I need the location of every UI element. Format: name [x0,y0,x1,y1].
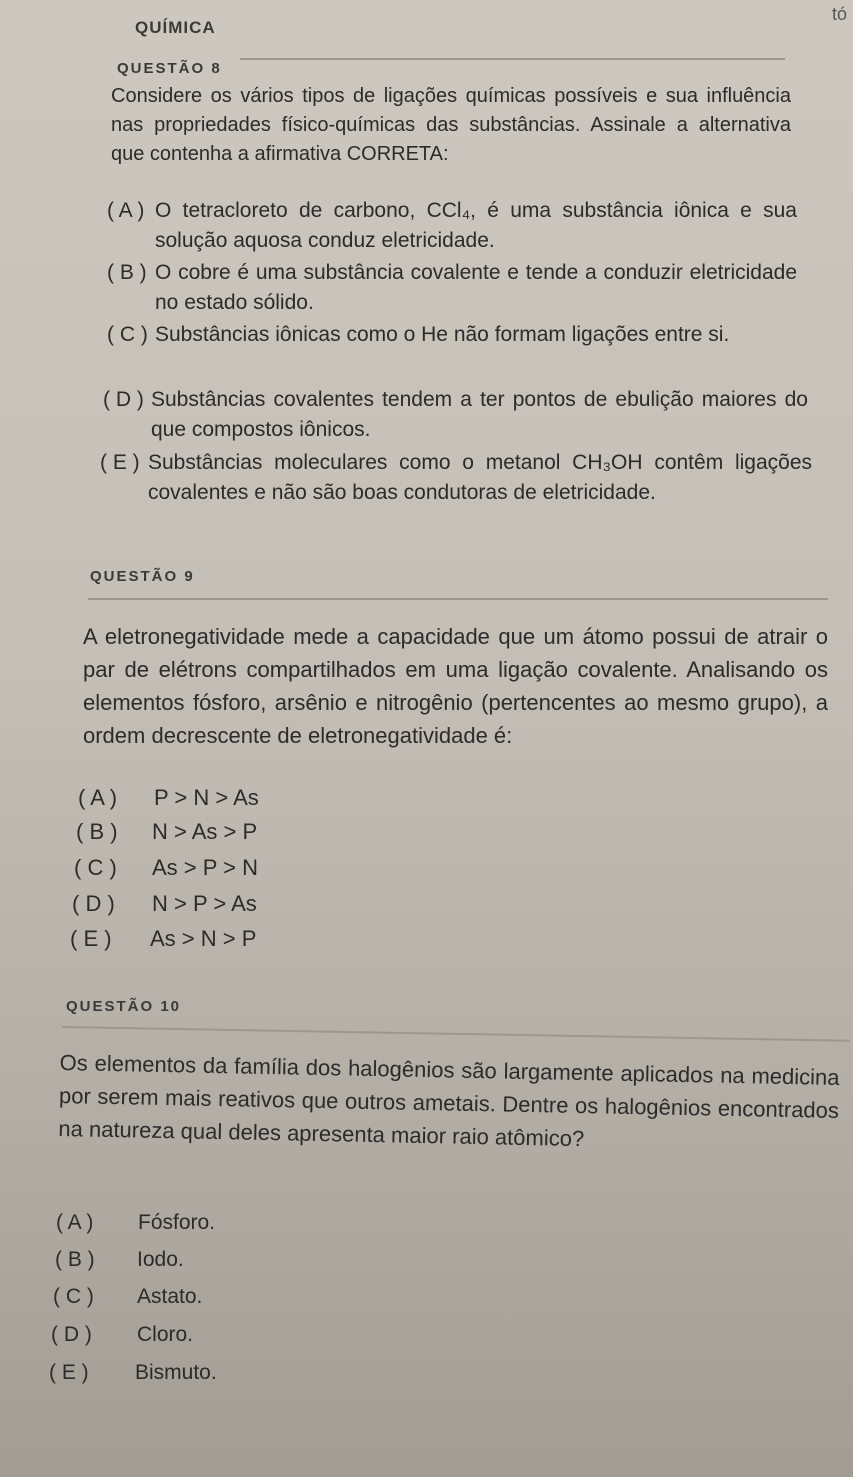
option-text: As > P > N [152,855,258,880]
question-8-option-a[interactable] [107,196,797,256]
question-10-option-a[interactable] [56,1208,456,1238]
option-text: O tetracloreto de carbono, CCl₄, é uma substância iônica e sua solução aquosa conduz eletricidade. [155,199,797,252]
question-9-option-a[interactable] [78,783,478,813]
question-8-rule [240,58,785,60]
question-9-title: QUESTÃO 9 [90,568,195,585]
question-10-option-d[interactable] [51,1320,451,1350]
question-10-stem: Os elementos da família dos halogênios são largamente aplicados na medicina por serem mais reativos que outros ametais. Dentre os halogênios encontrados na natureza qual deles apresenta maior raio atômico? [58,1049,840,1152]
subject-header: QUÍMICA [135,18,216,37]
question-9-option-c[interactable] [74,853,474,883]
option-letter: ( C ) [107,323,148,346]
question-9-option-d[interactable] [72,889,472,919]
option-letter: ( D ) [51,1323,92,1346]
question-8-option-e[interactable] [100,448,812,508]
question-10-option-b[interactable] [55,1245,455,1275]
option-letter: ( B ) [107,261,147,284]
question-9-rule [88,598,828,600]
option-text: N > P > As [152,891,257,916]
question-10-rule [62,1026,850,1042]
margin-fragment: tó [832,4,848,24]
option-letter: ( E ) [70,926,112,951]
option-letter: ( A ) [56,1211,94,1234]
option-text: Substâncias covalentes tendem a ter pontos de ebulição maiores do que compostos iônicos. [151,388,808,441]
option-text: Substâncias moleculares como o metanol CH₃OH contêm ligações covalentes e não são boas condutoras de eletricidade. [148,451,812,504]
option-letter: ( B ) [55,1248,95,1271]
option-text: O cobre é uma substância covalente e tende a conduzir eletricidade no estado sólido. [155,261,797,314]
question-8-option-b[interactable] [107,258,797,318]
option-letter: ( A ) [78,785,118,810]
option-text: Fósforo. [138,1211,216,1234]
question-10-option-c[interactable] [53,1282,453,1312]
option-text: Substâncias iônicas como o He não formam ligações entre si. [155,323,730,346]
option-letter: ( C ) [74,855,117,880]
option-letter: ( E ) [49,1361,89,1384]
question-10-title: QUESTÃO 10 [66,998,182,1015]
option-letter: ( D ) [72,891,115,916]
question-9-stem: A eletronegatividade mede a capacidade que um átomo possui de atrair o par de elétrons compartilhados em uma ligação covalente. Analisando os elementos fósforo, arsênio e nitrogênio (pertencentes ao mesmo grupo), a ordem decrescente de eletronegatividade é: [83,624,828,748]
option-letter: ( E ) [100,451,140,474]
option-text: As > N > P [150,926,257,951]
question-8-option-d[interactable] [103,385,808,445]
option-letter: ( B ) [76,819,118,844]
option-text: Iodo. [137,1248,184,1271]
option-text: Astato. [137,1285,203,1308]
question-8-title: QUESTÃO 8 [117,60,222,77]
question-8-option-c[interactable] [107,320,802,350]
option-text: Cloro. [137,1323,194,1346]
question-9-option-b[interactable] [76,817,476,847]
option-text: P > N > As [154,785,259,810]
question-9-option-e[interactable] [70,924,470,954]
option-text: N > As > P [152,819,258,844]
option-letter: ( C ) [53,1285,94,1308]
question-8-stem: Considere os vários tipos de ligações químicas possíveis e sua influência nas propriedades físico-químicas das substâncias. Assinale a alternativa que contenha a afirmativa CORRETA: [111,85,791,165]
option-text: Bismuto. [135,1361,217,1384]
option-letter: ( A ) [107,199,145,222]
option-letter: ( D ) [103,388,144,411]
question-10-option-e[interactable] [49,1358,449,1388]
